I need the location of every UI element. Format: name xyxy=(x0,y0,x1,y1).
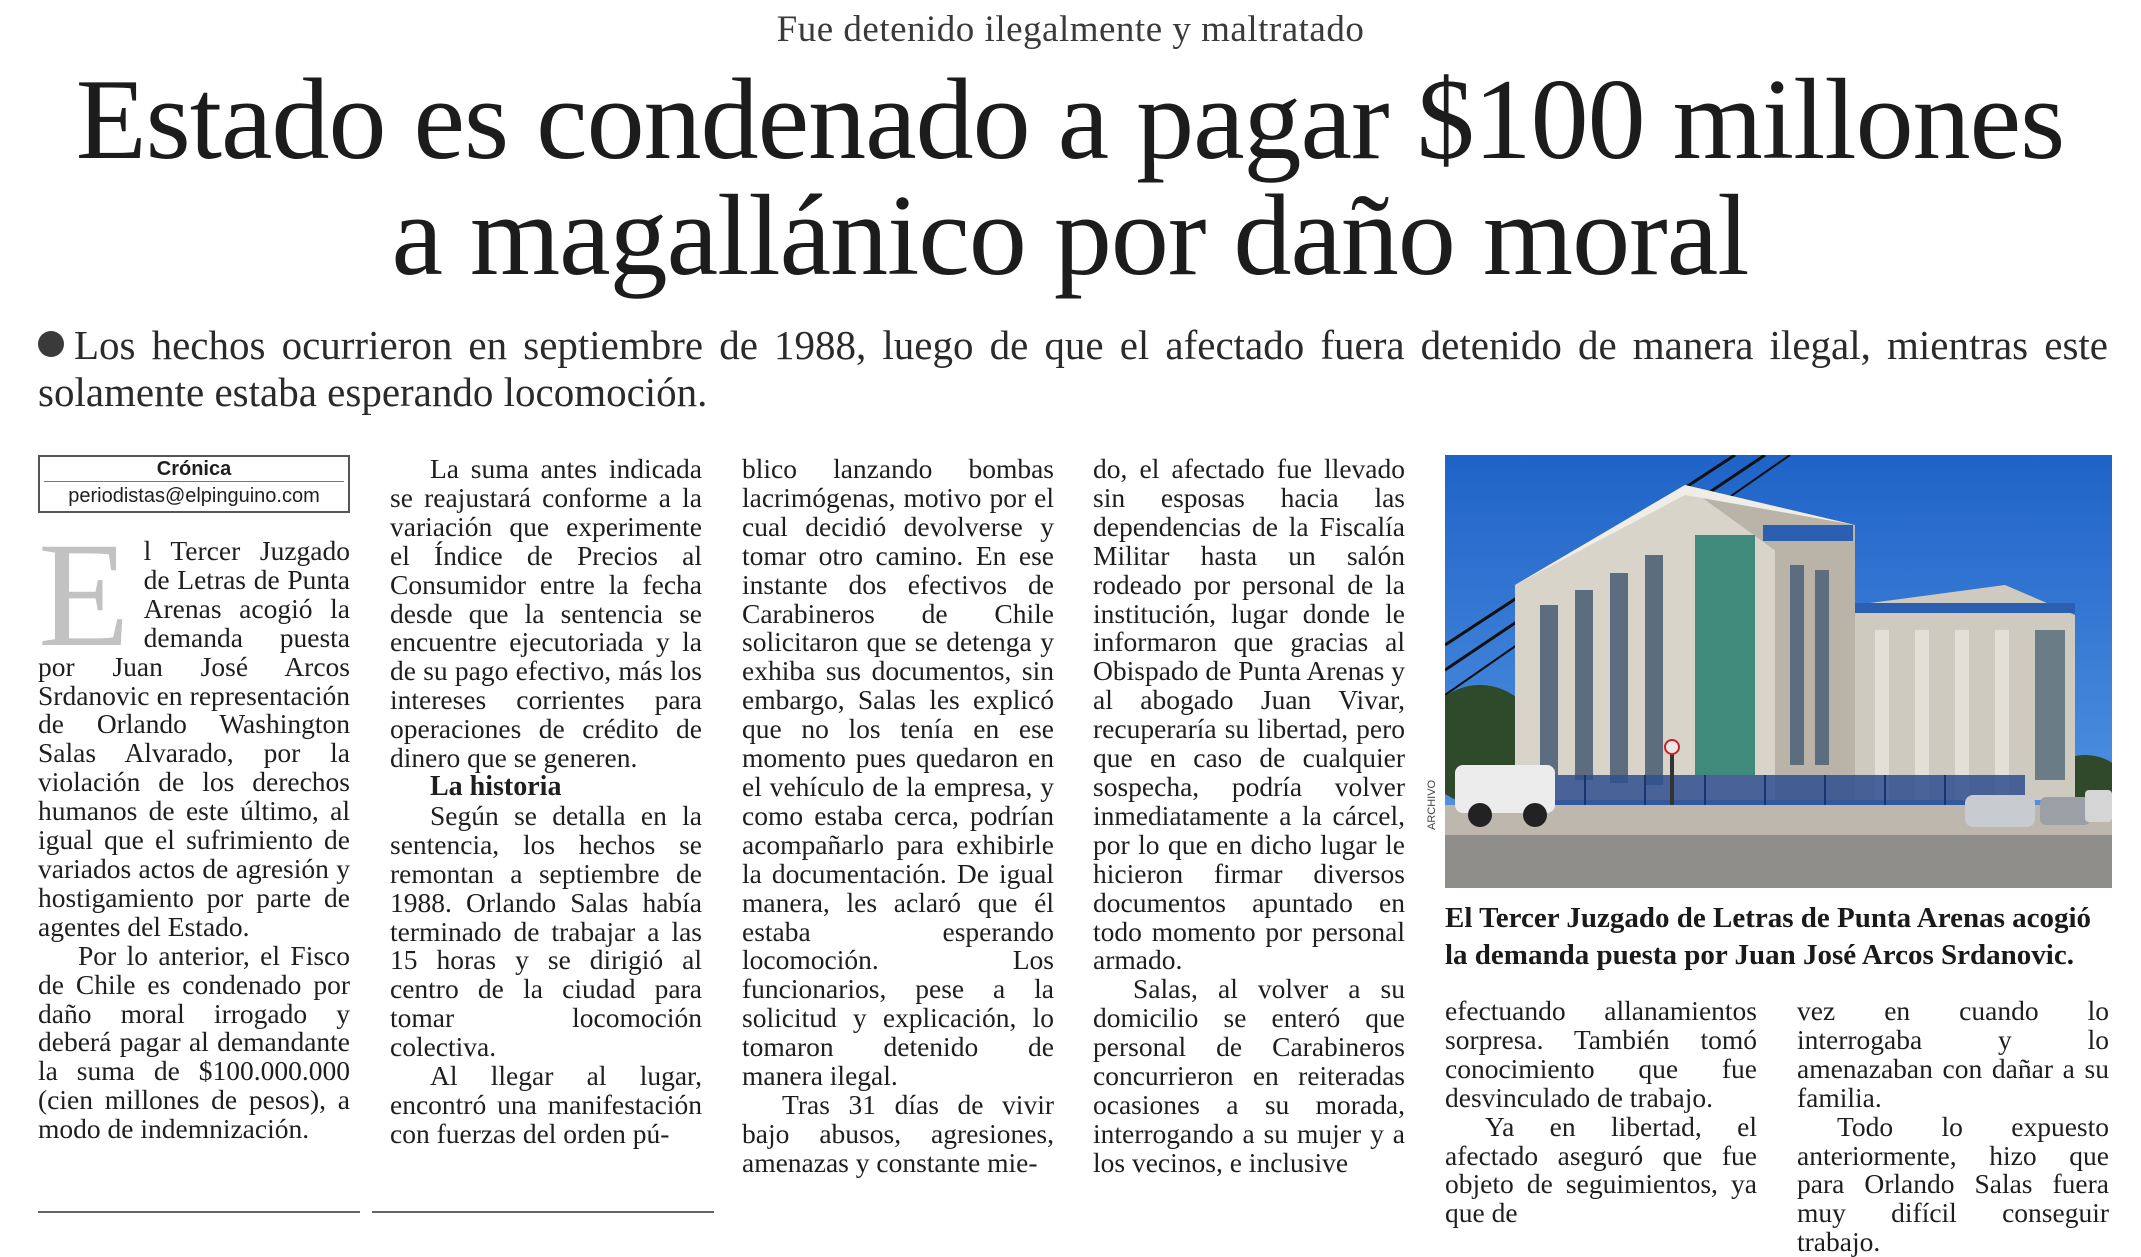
column-3 xyxy=(742,455,1054,1178)
paragraph: Al llegar al lugar, encontró una manifestación con fuerzas del orden pú- xyxy=(390,1060,702,1149)
kicker: Fue detenido ilegalmente y maltratado xyxy=(776,9,1365,50)
byline-email: periodistas@elpinguino.com xyxy=(68,485,320,507)
photo-caption: El Tercer Juzgado de Letras de Punta Arenas acogió la demanda puesta por Juan José Arcos Srdanovic. xyxy=(1445,902,2092,971)
column-4 xyxy=(1093,455,1405,1178)
paragraph: Salas, al volver a su domicilio se enteró que personal de Carabineros concurrieron en reiteradas ocasiones a su morada, interrogando a su mujer y a los vecinos, e inclusive xyxy=(1093,973,1405,1178)
paragraph: vez en cuando lo interrogaba y lo amenazaban con dañar a su familia. xyxy=(1797,995,2109,1113)
headline-line-2: a magallánico por daño moral xyxy=(391,172,1749,300)
column-6 xyxy=(1797,997,2109,1257)
column-5 xyxy=(1445,997,1757,1228)
drop-cap: E xyxy=(38,512,130,678)
bullet-icon xyxy=(38,331,64,357)
byline xyxy=(38,455,350,513)
courthouse-photo xyxy=(1445,455,2112,888)
paragraph: blico lanzando bombas lacrimógenas, motivo por el cual decidió devolverse y tomar otro camino. En ese instante dos efectivos de Carabineros de Chile solicitaron que se detenga y exhiba sus documentos, sin embargo, Salas les explicó que no los tenía en ese momento pues quedaron en el vehículo de la empresa, y como estaba cerca, podrían acompañarlo para exhibirle la documentación. De igual manera, les aclaró que él estaba esperando locomoción. Los funcionarios, pese a la solicitud y explicación, lo tomaron detenido de manera ilegal. xyxy=(742,453,1054,1092)
headline-line-1: Estado es condenado a pagar $100 millones xyxy=(75,56,2065,184)
subheading: La historia xyxy=(430,770,562,802)
bottom-rule xyxy=(372,1211,714,1213)
paragraph: Según se detalla en la sentencia, los hechos se remontan a septiembre de 1988. Orlando Salas había terminado de trabajar a las 15 horas y se dirigió al centro de la ciudad para tomar locomoción colectiva. xyxy=(390,799,702,1063)
deck xyxy=(38,322,2108,416)
byline-section: Crónica xyxy=(44,457,344,482)
paragraph xyxy=(38,512,350,942)
paragraph: Tras 31 días de vivir bajo abusos, agresiones, amenazas y constante mie- xyxy=(742,1088,1054,1178)
column-2 xyxy=(390,455,702,1149)
paragraph: Ya en libertad, el afectado aseguró que fue objeto de seguimientos, ya que de xyxy=(1445,1110,1757,1229)
bottom-rule xyxy=(38,1211,360,1213)
headline xyxy=(30,56,2110,300)
paragraph: efectuando allanamientos sorpresa. También tomó conocimiento que fue desvinculado de trabajo. xyxy=(1445,995,1757,1113)
paragraph: Todo lo expuesto anteriormente, hizo que para Orlando Salas fuera muy difícil conseguir trabajo. xyxy=(1797,1110,2109,1257)
deck-text: Los hechos ocurrieron en septiembre de 1988, luego de que el afectado fuera detenido de manera ilegal, mientras este solamente estaba esperando locomoción. xyxy=(38,322,2108,415)
paragraph: do, el afectado fue llevado sin esposas hacia las dependencias de la Fiscalía Militar hasta un salón rodeado por personal de la institución, lugar donde le informaron que gracias al Obispado de Punta Arenas y al abogado Juan Vivar, recuperaría su libertad, pero que en caso de cualquier sospecha, podría volver inmediatamente a la cárcel, por lo que en dicho lugar le hicieron firmar diversos documentos apuntado en todo momento por personal armado. xyxy=(1093,453,1405,976)
paragraph: La suma antes indicada se reajustará conforme a la variación que experimente el Índice de Precios al Consumidor entre la fecha desde que la sentencia se encuentre ejecutoriada y la de su pago efectivo, más los intereses corrientes para operaciones de crédito de dinero que se generen. xyxy=(390,453,702,774)
paragraph: Por lo anterior, el Fisco de Chile es condenado por daño moral irrogado y deberá pagar al demandante la suma de $100.000.000 (cien millones de pesos), a modo de indemnización. xyxy=(38,939,350,1145)
paragraph-text: l Tercer Juzgado de Letras de Punta Arenas acogió la demanda puesta por Juan José Arcos Srdanovic en representación de Orlando Washington Salas Alvarado, por la violación de los derechos humanos de este último, al igual que el sufrimiento de variados actos de agresión y hostigamiento por parte de agentes del Estado. xyxy=(38,535,350,942)
column-1 xyxy=(38,455,350,1144)
photo-credit: ARCHIVO xyxy=(1426,779,1438,830)
